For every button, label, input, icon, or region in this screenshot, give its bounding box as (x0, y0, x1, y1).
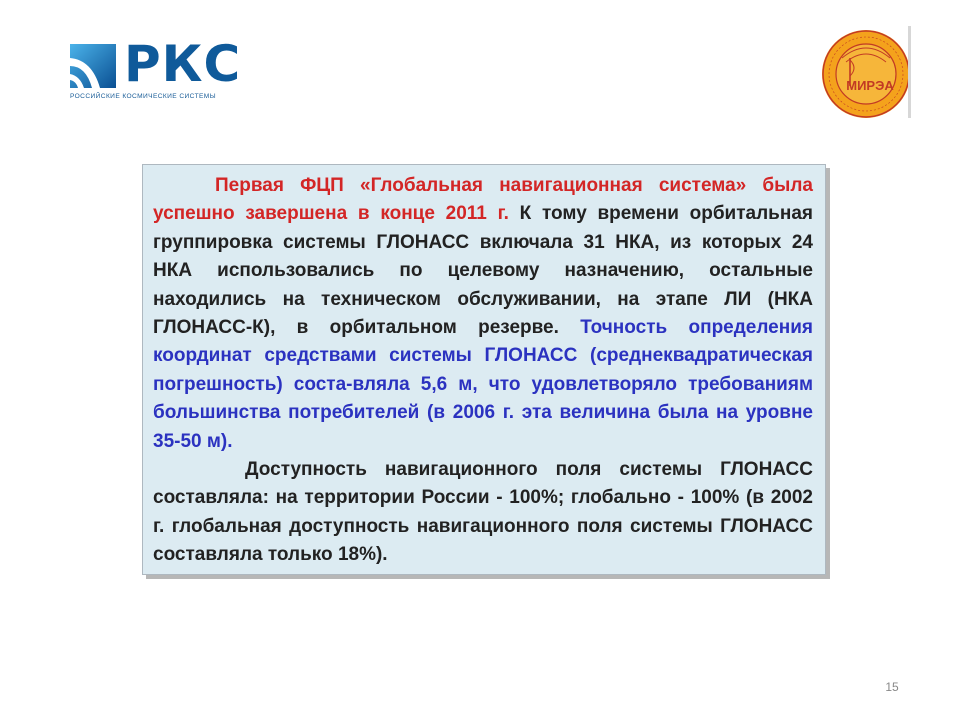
availability-text: Доступность навигационного поля системы ГЛОНАСС составляла: на территории России - 100%; глобально - 100% (в 2002 г. глобальная доступность навигационного поля системы ГЛОНАСС составляла только 18%). (153, 459, 813, 566)
accuracy-text: Точность определения координат средствами системы ГЛОНАСС (среднеквадратическая погрешность) соста-вляла 5,6 м, что удовлетворяло требованиям большинства потребителей (в 2006 г. эта величина была на уровне 35-50 м). (153, 317, 813, 452)
info-text-box (142, 164, 826, 575)
paragraph-availability (153, 456, 813, 570)
mirea-emblem-icon (820, 28, 912, 120)
fcp-completion-text: Первая ФЦП «Глобальная навигационная система» была успешно завершена в конце 2011 г. (153, 175, 813, 225)
rks-mark-icon (70, 44, 116, 88)
emblem-divider (908, 26, 911, 118)
paragraph-glonass-status (153, 172, 813, 456)
page-number: 15 (885, 680, 899, 694)
rks-logo (70, 35, 250, 104)
mirea-emblem-label: МИРЭА (846, 78, 894, 93)
orbital-group-text: К тому времени орбитальная группировка системы ГЛОНАСС включала 31 НКА, из которых 24 НКА использовались по целевому назначению, остальные находились на техническом обслуживании, на этапе ЛИ (НКА ГЛОНАСС-К), в орбитальном резерве. (153, 203, 813, 339)
rks-logo-text: РКС (124, 35, 242, 93)
rks-tagline: РОССИЙСКИЕ КОСМИЧЕСКИЕ СИСТЕМЫ (70, 93, 216, 100)
